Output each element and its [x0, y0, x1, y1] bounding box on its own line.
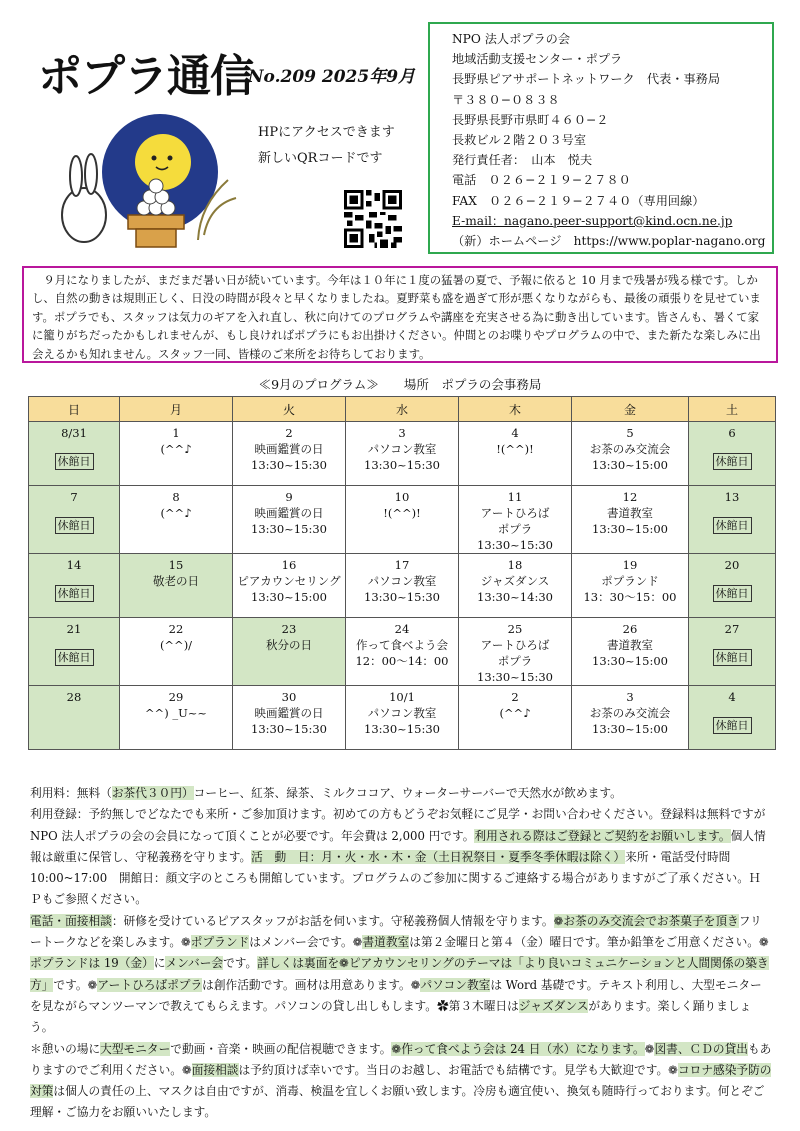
org-fax: FAX ０２６−２１９−２７４０（専用回線）: [452, 193, 705, 208]
calendar-day-cell: [120, 686, 233, 750]
calendar-day-cell: [29, 422, 120, 486]
closed-day-badge: 休館日: [55, 517, 94, 534]
calendar-day-cell: [459, 554, 572, 618]
moon-viewing-illustration: [50, 110, 240, 260]
calendar-week-row: [29, 422, 776, 486]
calendar-day-cell: [572, 486, 689, 554]
day-number: 13: [724, 490, 740, 504]
program-text: ピアカウンセリング: [237, 574, 341, 588]
calendar-day-cell: [120, 422, 233, 486]
calendar-day-cell: [233, 486, 346, 554]
organization-info-box: [428, 22, 774, 254]
day-number: 15: [168, 558, 184, 572]
qr-note-line: HPにアクセスできます: [258, 125, 395, 140]
calendar-day-cell: [346, 422, 459, 486]
calendar-day-cell: [346, 486, 459, 554]
calendar-day-cell: [346, 554, 459, 618]
calendar-day-cell: [29, 618, 120, 686]
day-number: 11: [507, 490, 523, 504]
day-number: 7: [70, 490, 78, 504]
qr-note-line: 新しいQRコードです: [258, 151, 383, 166]
weekday-header: 火: [233, 397, 346, 422]
closed-day-badge: 休館日: [713, 649, 752, 666]
org-homepage[interactable]: （新）ホームページ https://www.poplar-nagano.org: [452, 234, 766, 249]
qr-code[interactable]: [343, 190, 403, 248]
calendar-day-cell: [572, 554, 689, 618]
day-number: 2: [511, 690, 519, 704]
program-text: 13:30~15:00: [592, 458, 668, 472]
closed-day-badge: 休館日: [55, 585, 94, 602]
day-number: 28: [66, 690, 82, 704]
calendar-day-cell: [689, 554, 776, 618]
org-line: NPO 法人ポプラの会: [452, 32, 571, 46]
day-number: 20: [724, 558, 740, 572]
org-line: 〒３８０−０８３８: [452, 92, 560, 107]
org-line: 長野県長野市県町４６０−２: [452, 112, 609, 127]
calendar-day-cell: [233, 686, 346, 750]
calendar-day-cell: [572, 686, 689, 750]
day-number: 6: [728, 426, 736, 440]
facility-note: ＊憩いの場に大型モニターで動画・音楽・映画の配信視聴できます。❁作って食べよう会は 24 日（水）になります。❁図書、ＣＤの貸出もありますのでご利用ください。❁面接相談は予約頂けば幸いです。当日のお越し、お電話でも結構です。見学も大歓迎です。❁コロナ感染予防の対策は個人の責任の上、マスクは自由ですが、消毒、検温を宜しくお願い致します。冷房も適宜使い、換気も随時行っております。何とぞご理解・ご協力をお願いいたします。: [30, 1041, 772, 1120]
program-text: ^^) _U~~: [144, 706, 208, 720]
calendar-day-cell: [120, 554, 233, 618]
day-number: 8/31: [61, 426, 87, 440]
qr-note: [258, 120, 395, 172]
program-text: 映画鑑賞の日: [254, 442, 324, 456]
program-text: 13：30～15：00: [583, 590, 677, 604]
program-text: (^^♪: [499, 706, 531, 720]
program-text: 13:30~15:00: [592, 722, 668, 736]
day-number: 22: [168, 622, 184, 636]
org-email[interactable]: E-mail：nagano.peer-support@kind.ocn.ne.jp: [452, 213, 733, 228]
program-text: (^^♪: [160, 506, 192, 520]
closed-day-badge: 休館日: [713, 585, 752, 602]
day-number: 3: [626, 690, 634, 704]
program-text: !(^^)!: [496, 442, 534, 456]
program-text: 13:30~15:30: [364, 458, 440, 472]
day-number: 27: [724, 622, 740, 636]
program-text: 映画鑑賞の日: [254, 506, 324, 520]
program-text: アートひろば: [480, 506, 550, 520]
day-number: 18: [507, 558, 523, 572]
org-line: 長野県ピアサポートネットワーク 代表・事務局: [452, 72, 721, 87]
day-number: 10: [394, 490, 410, 504]
day-number: 17: [394, 558, 410, 572]
calendar-day-cell: [120, 618, 233, 686]
program-text: お茶のみ交流会: [589, 442, 671, 456]
program-text: ポプランド: [601, 574, 659, 588]
program-text: パソコン教室: [367, 574, 437, 588]
closed-day-badge: 休館日: [55, 649, 94, 666]
calendar-week-row: [29, 554, 776, 618]
intro-message: ９月になりましたが、まだまだ暑い日が続いています。今年は１０年に１度の猛暑の夏で、予報に依ると 10 月まで残暑が残る様です。しかし、自然の動きは規則正しく、日没の時間が段々と早くなりましたね。夏野菜も盛を過ぎて形が悪くなりながらも、最後の頑張りを見せています。ポプラでも、スタッフは気力のギアを入れ直し、秋に向けてのプログラムや講座を充実させる為に動き出しています。皆さんも、暑くて家に籠りがちだったかもしれませんが、もし良ければポプラにもお出掛けください。仲間とのお喋りやプログラムの中で、また新たな楽しみに出会えるかも知れません。スタッフ一同、皆様のご来所をお待ちしております。: [22, 266, 778, 363]
calendar-day-cell: [459, 486, 572, 554]
weekday-header: 土: [689, 397, 776, 422]
program-text: 13:30~15:30: [251, 458, 327, 472]
day-number: 19: [622, 558, 638, 572]
weekday-header: 月: [120, 397, 233, 422]
calendar-week-row: [29, 686, 776, 750]
program-text: 秋分の日: [266, 638, 312, 652]
program-details-note: 電話・面接相談：研修を受けているピアスタッフがお話を伺います。守秘義務個人情報を守ります。❁お茶のみ交流会でお茶菓子を頂きフリートークなどを楽しみます。❁ポプランドはメンバー会です。❁書道教室は第２金曜日と第４（金）曜日です。筆か鉛筆をご用意ください。❁ポプランドは 19（金）にメンバー会です。詳しくは裏面を❁ピアカウンセリングのテーマは「より良いコミュニケーションと人間関係の築き方」です。❁アートひろばポプラは創作活動です。画材は用意あります。❁パソコン教室は Word 基礎です。テキスト利用し、大型モニターを見ながらマンツーマンで教えてもらえます。パソコンの貸し出しもします。✿第３木曜日はジャズダンスがあります。楽しく踊りましょう。: [30, 913, 769, 1035]
calendar-header-row: [29, 397, 776, 422]
weekday-header: 金: [572, 397, 689, 422]
program-text: (^^)/: [159, 638, 193, 652]
closed-day-badge: 休館日: [55, 453, 94, 470]
day-number: 21: [66, 622, 82, 636]
program-text: 13:30~15:30: [477, 670, 553, 684]
calendar-week-row: [29, 618, 776, 686]
day-number: 14: [66, 558, 82, 572]
day-number: 30: [281, 690, 297, 704]
calendar-day-cell: [459, 686, 572, 750]
day-number: 29: [168, 690, 184, 704]
program-text: 13:30~15:30: [251, 522, 327, 536]
program-text: アートひろば: [480, 638, 550, 652]
calendar-day-cell: [29, 554, 120, 618]
calendar-day-cell: [572, 422, 689, 486]
program-title: ≪9月のプログラム≫ 場所 ポプラの会事務局: [258, 377, 542, 392]
day-number: 9: [285, 490, 293, 504]
day-number: 12: [622, 490, 638, 504]
program-text: お茶のみ交流会: [589, 706, 671, 720]
program-text: 13:30~15:00: [592, 522, 668, 536]
closed-day-badge: 休館日: [713, 517, 752, 534]
program-text: 敬老の日: [153, 574, 199, 588]
program-text: 13:30~14:30: [477, 590, 553, 604]
newsletter-title: ポプラ通信: [38, 51, 253, 102]
calendar-day-cell: [689, 618, 776, 686]
program-text: 13:30~15:30: [477, 538, 553, 552]
calendar-day-cell: [233, 422, 346, 486]
program-text: ジャズダンス: [480, 574, 550, 588]
calendar-day-cell: [689, 422, 776, 486]
calendar-week-row: [29, 486, 776, 554]
day-number: 3: [398, 426, 406, 440]
program-text: パソコン教室: [367, 706, 437, 720]
program-text: 書道教室: [607, 506, 653, 520]
weekday-header: 木: [459, 397, 572, 422]
registration-note: 利用登録：予約無しでどなたでも来所・ご参加頂けます。初めての方もどうぞお気軽にご見学・お問い合わせください。登録料は無料ですがNPO 法人ポプラの会の会員になって頂くことが必要です。年会費は 2,000 円です。利用される際はご登録とご契約をお願いします。個人情報は厳重に保管し、守秘義務を守ります。活 動 日：月・火・水・木・金（土日祝祭日・夏季冬季休暇は除く）来所・電話受付時間 10:00~17:00 開館日：顔文字のところも開館しています。プログラムのご参加に関するご連絡する場合がありますがご了承ください。ＨＰもご参照ください。: [30, 807, 766, 907]
program-text: 書道教室: [607, 638, 653, 652]
org-phone: 電話 ０２６−２１９−２７８０: [452, 173, 631, 188]
calendar-day-cell: [233, 554, 346, 618]
program-text: ポプラ: [497, 522, 533, 536]
program-text: 13:30~15:30: [251, 722, 327, 736]
day-number: 4: [728, 690, 736, 704]
program-text: 13:30~15:30: [364, 590, 440, 604]
calendar-day-cell: [689, 486, 776, 554]
weekday-header: 水: [346, 397, 459, 422]
calendar-day-cell: [233, 618, 346, 686]
day-number: 1: [172, 426, 180, 440]
program-text: 13:30~15:30: [364, 722, 440, 736]
program-text: 13:30~15:00: [592, 654, 668, 668]
program-text: 12：00～14：00: [355, 654, 449, 668]
weekday-header: 日: [29, 397, 120, 422]
calendar-day-cell: [29, 686, 120, 750]
day-number: 16: [281, 558, 297, 572]
calendar-day-cell: [346, 618, 459, 686]
day-number: 24: [394, 622, 410, 636]
org-line: 地域活動支援センター・ポプラ: [452, 52, 623, 67]
calendar-day-cell: [459, 618, 572, 686]
calendar-day-cell: [346, 686, 459, 750]
day-number: 10/1: [389, 690, 415, 704]
usage-notes: [30, 783, 772, 1124]
day-number: 4: [511, 426, 519, 440]
fee-note: 利用料：無料（お茶代３０円）コーヒー、紅茶、緑茶、ミルクココア、ウォーターサーバーで天然水が飲めます。: [30, 786, 622, 800]
org-line: 発行責任者： 山本 悦夫: [452, 153, 593, 168]
day-number: 8: [172, 490, 180, 504]
program-text: (^^♪: [160, 442, 192, 456]
program-text: 13:30~15:00: [251, 590, 327, 604]
day-number: 23: [281, 622, 297, 636]
day-number: 5: [626, 426, 634, 440]
calendar-day-cell: [120, 486, 233, 554]
calendar-day-cell: [459, 422, 572, 486]
day-number: 25: [507, 622, 523, 636]
calendar-day-cell: [29, 486, 120, 554]
issue-number: No.209 2025年9月: [248, 67, 416, 87]
closed-day-badge: 休館日: [713, 717, 752, 734]
calendar-day-cell: [572, 618, 689, 686]
program-calendar: [28, 396, 776, 750]
program-text: 作って食べよう会: [356, 638, 448, 652]
program-text: パソコン教室: [367, 442, 437, 456]
program-text: ポプラ: [497, 654, 533, 668]
closed-day-badge: 休館日: [713, 453, 752, 470]
program-text: !(^^)!: [383, 506, 421, 520]
org-line: 長救ビル２階２０３号室: [452, 133, 587, 148]
day-number: 26: [622, 622, 638, 636]
day-number: 2: [285, 426, 293, 440]
program-text: 映画鑑賞の日: [254, 706, 324, 720]
calendar-day-cell: [689, 686, 776, 750]
